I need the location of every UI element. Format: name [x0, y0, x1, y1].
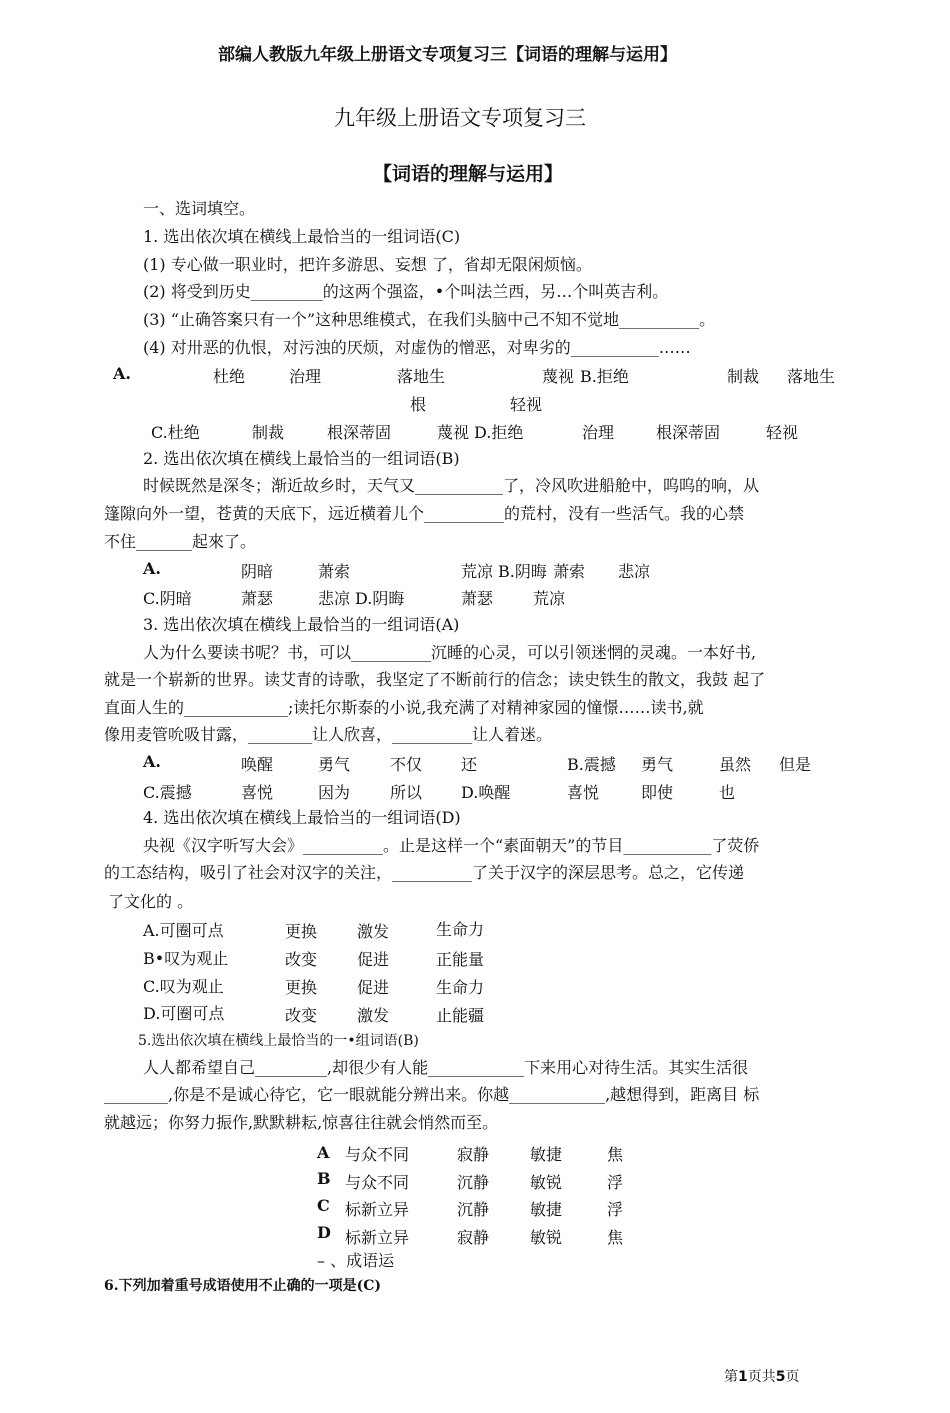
- q2-option-word: 萧瑟: [241, 589, 274, 608]
- q5-option-word: 敏锐: [530, 1228, 563, 1247]
- q3-option-word: 因为: [318, 783, 351, 802]
- document-header: 部编人教版九年级上册语文专项复习三【词语的理解与运用】: [218, 45, 677, 65]
- q1-option-word: 落地生: [397, 367, 446, 386]
- q4-option-word: 更换: [285, 978, 318, 997]
- q5-option-word: 敏捷: [530, 1145, 563, 1164]
- q2-option-word: 萧索: [318, 562, 351, 581]
- q3-option-word: 喜悦: [241, 783, 274, 802]
- q1-option-word: 治理: [289, 367, 322, 386]
- q1-option-word: 根深蒂固: [656, 423, 721, 442]
- q3-passage-line: 像用麦管吮吸甘露，________让人欣喜，__________让人着迷。: [104, 725, 553, 744]
- q2-option-word: 悲凉: [618, 562, 651, 581]
- page-footer: [724, 1366, 800, 1386]
- q4-stem: 4. 选出依次填在横线上最恰当的一组词语(D): [143, 808, 461, 827]
- footer-text: 页: [785, 1369, 800, 1385]
- q3-option-word: 唤醒: [241, 755, 274, 774]
- q3-option-word: 不仅: [390, 755, 423, 774]
- q1-option-label: A.: [113, 364, 131, 383]
- q4-option-word: 促进: [357, 950, 390, 969]
- q3-option-word: 喜悦: [567, 783, 600, 802]
- q2-option-word: 萧索: [553, 562, 586, 581]
- q5-option-word: 焦: [607, 1228, 624, 1247]
- q5-passage-line: 人人都希望自己_________,却很少有人能____________下来用心对待生活。其实生活很: [143, 1058, 749, 1077]
- q6-stem: 6.下列加着重号成语使用不止确的一项是(C): [104, 1278, 382, 1294]
- q3-passage-line: 人为什么要读书呢？书，可以__________沉睡的心灵，可以引领迷惘的灵魂。一本好书,: [143, 643, 757, 662]
- q1-stem: 1. 选出依次填在横线上最恰当的一组词语(C): [143, 227, 461, 246]
- q1-sentence-3: (3) “止确答案只有一个”这种思维模式，在我们头脑中己不知不觉地__________。: [143, 310, 716, 329]
- q4-option-word: A.可圈可点: [143, 921, 224, 940]
- q2-option-word: B.阴晦: [498, 562, 547, 581]
- footer-text: 页共: [747, 1369, 776, 1385]
- section-heading-1: 一、选词填空。: [143, 199, 256, 218]
- q5-option-word: 浮: [607, 1200, 624, 1219]
- q1-option-word: 落地生: [787, 367, 836, 386]
- q4-option-word: 生命力: [436, 978, 485, 997]
- q2-option-word: 荒凉: [461, 562, 494, 581]
- q3-option-word: D.唤醒: [461, 783, 511, 802]
- q4-option-word: 止能疆: [436, 1006, 485, 1025]
- q4-option-word: 激发: [357, 922, 390, 941]
- q2-option-word: C.阴暗: [143, 589, 192, 608]
- q5-passage-line: 就越远；你努力振作,默默耕耘,惊喜往往就会悄然而至。: [104, 1113, 499, 1132]
- q1-option-word: 制裁: [727, 367, 760, 386]
- q3-option-word: B.震撼: [567, 755, 616, 774]
- q2-option-label: A.: [143, 559, 161, 578]
- q3-option-word: 也: [719, 783, 736, 802]
- q1-option-word: C.杜绝: [151, 423, 200, 442]
- q5-option-word: 沉静: [457, 1173, 490, 1192]
- q5-option-word: 敏捷: [530, 1200, 563, 1219]
- q4-option-word: 改变: [285, 950, 318, 969]
- q4-option-word: B•叹为观止: [143, 949, 229, 968]
- q2-passage-line: 篷隙向外一望，苍黄的天底下，远近横着儿个__________的荒村，没有一些活气。我的心禁: [104, 504, 745, 523]
- q5-option-word: 焦: [607, 1145, 624, 1164]
- footer-text: 第: [724, 1369, 738, 1385]
- q5-option-label: A: [317, 1143, 330, 1162]
- q1-sentence-4: (4) 对卅恶的仇恨，对污浊的厌烦，对虚伪的憎恶，对卑劣的___________……: [143, 338, 691, 357]
- q1-option-word: 治理: [582, 423, 615, 442]
- q5-option-label: B: [317, 1169, 331, 1188]
- q4-option-word: 促进: [357, 978, 390, 997]
- page-total: 5: [775, 1369, 786, 1385]
- q3-option-word: 还: [461, 755, 478, 774]
- q5-option-word: 敏锐: [530, 1173, 563, 1192]
- q4-passage-line: 的工态结构，吸引了社会对汉字的关注，__________了关于汉字的深层思考。总之，它传递: [104, 863, 745, 882]
- page-title: 九年级上册语文专项复习三: [334, 106, 586, 130]
- q3-option-word: 即使: [641, 783, 674, 802]
- q4-option-word: D.可圈可点: [143, 1004, 225, 1023]
- q5-option-word: 沉静: [457, 1200, 490, 1219]
- q4-option-word: 更换: [285, 922, 318, 941]
- q3-option-word: 勇气: [318, 755, 351, 774]
- q5-stem: 5.选出依次填在横线上最恰当的一•组词语(B): [138, 1033, 419, 1049]
- q4-option-word: 激发: [357, 1006, 390, 1025]
- q2-option-word: 阴暗: [241, 562, 274, 581]
- page-number: 1: [738, 1369, 748, 1385]
- q1-option-word: 根深蒂固: [327, 423, 392, 442]
- q2-option-word: D.阴晦: [355, 589, 405, 608]
- q5-option-word: 寂静: [457, 1228, 490, 1247]
- q3-stem: 3. 选出依次填在横线上最恰当的一组词语(A): [143, 615, 460, 634]
- q4-passage-line: 央视《汉字听写大会》__________。止是这样一个“素面朝天”的节目___________了荧侨: [143, 836, 760, 855]
- q5-option-word: 标新立异: [345, 1228, 410, 1247]
- page-subtitle: 【词语的理解与运用】: [373, 163, 564, 185]
- q5-passage-line: ________,你是不是诚心待它，它一眼就能分辨出来。你越____________,越想得到，距离目 标: [104, 1085, 760, 1104]
- q3-option-word: 但是: [779, 755, 812, 774]
- q3-passage-line: 就是一个崭新的世界。读艾青的诗歌，我坚定了不断前行的信念；读史铁生的散文，我鼓 起了: [104, 670, 766, 689]
- q1-sentence-2: (2) 将受到历史_________的这两个强盗，•个叫法兰西，另…个叫英吉利。: [143, 282, 669, 301]
- q4-option-word: 正能量: [436, 950, 485, 969]
- q1-option-word: 蔑视: [437, 423, 470, 442]
- q1-option-word: 制裁: [252, 423, 285, 442]
- q5-option-word: 与众不同: [345, 1173, 410, 1192]
- q4-option-word: C.叹为观止: [143, 977, 224, 996]
- q1-option-word: 轻视: [766, 423, 799, 442]
- q5-option-label: D: [317, 1223, 331, 1242]
- q3-option-word: 所以: [390, 783, 423, 802]
- q4-option-word: 生命力: [436, 920, 485, 939]
- q1-sentence-1: (1) 专心做一职业时，把许多游思、妄想 了，省却无限闲烦恼。: [143, 255, 592, 274]
- q3-passage-line: 直面人生的_____________;读托尔斯泰的小说,我充满了对精神家园的憧憬……读书,就: [104, 698, 704, 717]
- q2-option-word: 悲凉: [318, 589, 351, 608]
- q5-option-word: 与众不同: [345, 1145, 410, 1164]
- q2-passage-line: 时候既然是深冬；渐近故乡时，天气又___________了，冷风吹进船舱中，呜呜的响，从: [143, 476, 760, 495]
- q4-passage-line: 了文化的 。: [108, 892, 194, 911]
- q3-option-word: C.震撼: [143, 783, 192, 802]
- q1-option-word: 根: [410, 395, 427, 414]
- q3-option-label: A.: [143, 752, 161, 771]
- q2-option-word: 萧瑟: [461, 589, 494, 608]
- q1-option-word: 蔑视: [542, 367, 575, 386]
- q5-option-word: 浮: [607, 1173, 624, 1192]
- q1-option-word: B.拒绝: [580, 367, 629, 386]
- q4-option-word: 改变: [285, 1006, 318, 1025]
- section-heading-2: – 、成语运: [317, 1251, 395, 1270]
- q5-option-word: 标新立异: [345, 1200, 410, 1219]
- q2-option-word: 荒凉: [533, 589, 566, 608]
- q3-option-word: 勇气: [641, 755, 674, 774]
- q2-stem: 2. 选出依次填在横线上最恰当的一组词语(B): [143, 449, 460, 468]
- q1-option-word: 轻视: [510, 395, 543, 414]
- q5-option-word: 寂静: [457, 1145, 490, 1164]
- q5-option-label: C: [317, 1196, 330, 1215]
- q3-option-word: 虽然: [719, 755, 752, 774]
- q2-passage-line: 不住_______起來了。: [104, 532, 257, 551]
- q1-option-word: D.拒绝: [474, 423, 524, 442]
- q1-option-word: 杜绝: [213, 367, 246, 386]
